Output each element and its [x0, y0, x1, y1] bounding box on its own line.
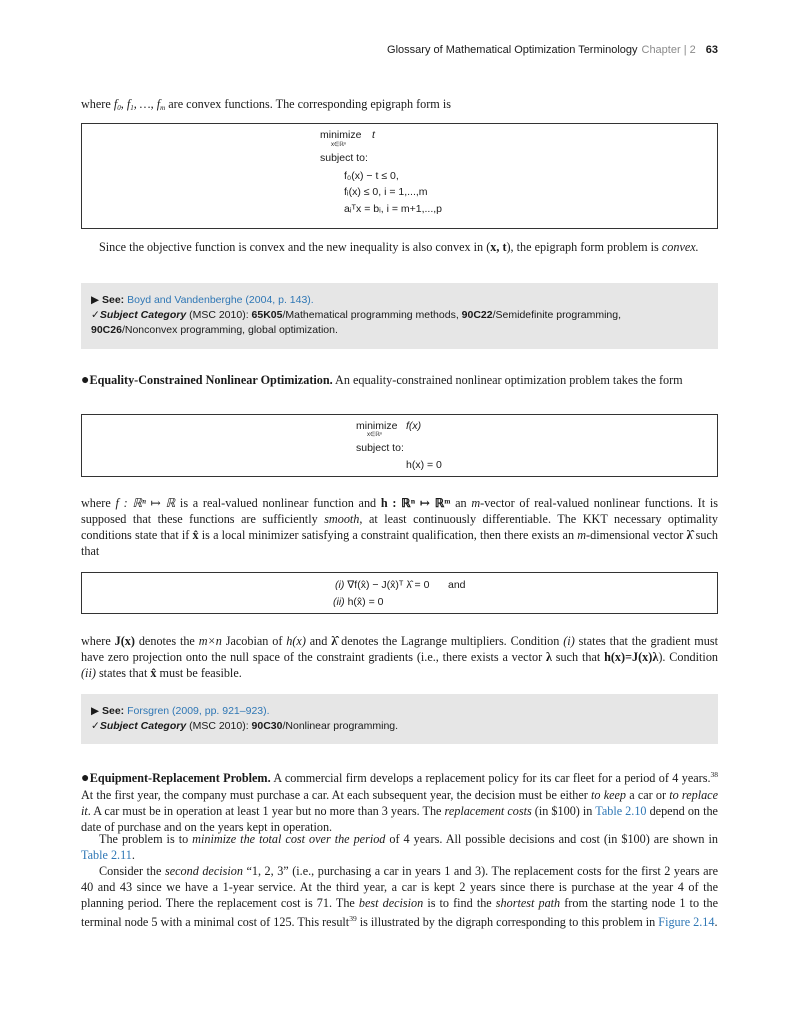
footnote-38[interactable]: 38	[710, 770, 718, 779]
minimize-label: minimize	[356, 420, 398, 432]
see-line: ▶ See: Forsgren (2009, pp. 921–923).	[91, 705, 270, 717]
constraint-hx: h(x) = 0	[406, 459, 442, 471]
see-box-2	[81, 694, 718, 744]
kkt-paragraph: where f : ℝⁿ ↦ ℝ is a real-valued nonlinear function and h : ℝⁿ ↦ ℝᵐ an m-vector of real-valued nonlinear functions. It is supposed that these functions are sufficiently smooth, at least continuously differentiable. The KKT necessary optimality conditions state that if x̂ is a local minimizer satisfying a constraint qualification, then there exists an m-dimensional vector λ̂ such that	[81, 496, 719, 558]
domain-subscript: x∈ℝⁿ	[367, 432, 383, 438]
intro-paragraph: where $f_0$, $f_1$, …, $f_m$ are convex functions. The corresponding epigraph form is	[81, 97, 451, 112]
table-2-11-link[interactable]: Table 2.11	[81, 848, 132, 862]
page-number: 63	[705, 44, 718, 56]
table-2-10-link[interactable]: Table 2.10	[595, 804, 647, 819]
footnote-39[interactable]: 39	[349, 914, 357, 923]
function-list: $f_0$, $f_1$, …, $f_m$	[113, 97, 166, 112]
reference-link[interactable]: Boyd and Vandenberghe (2004, p. 143).	[127, 294, 314, 306]
figure-2-14-link[interactable]: Figure 2.14	[658, 915, 715, 930]
condition-i: (i) ∇f(x̂) − J(x̂)ᵀ λ̂ = 0	[335, 579, 430, 591]
entry-heading: Equality-Constrained Nonlinear Optimization.	[89, 373, 333, 387]
entry-heading: Equipment-Replacement Problem.	[89, 771, 271, 786]
constraint-equality: aᵢᵀx = bᵢ, i = m+1,...,p	[344, 203, 443, 215]
subject-category: ✓Subject Category (MSC 2010): 90C30/Nonlinear programming.	[91, 720, 399, 732]
running-header	[387, 44, 718, 56]
total-cost-paragraph: The problem is to minimize the total cost over the period of 4 years. All possible decisions and cost (in $100) are shown in Table 2.11.	[81, 832, 718, 862]
subject-to-label: subject to:	[356, 442, 404, 454]
equality-problem-box	[81, 414, 718, 477]
subject-category: ✓Subject Category (MSC 2010): 65K05/Mathematical programming methods, 90C22/Semidefinite programming, 90C26/Nonconvex programming, global optimization.	[91, 309, 621, 336]
equality-constrained-entry: ●Equality-Constrained Nonlinear Optimization. An equality-constrained nonlinear optimization problem takes the form	[81, 373, 683, 388]
kkt-conditions-box	[81, 572, 718, 614]
objective-t: t	[372, 129, 375, 141]
see-box-1	[81, 283, 718, 349]
and-label: and	[448, 579, 466, 591]
minimize-label: minimize	[320, 129, 362, 141]
subject-to-label: subject to:	[320, 152, 368, 164]
header-title: Glossary of Mathematical Optimization Terminology	[387, 44, 638, 56]
see-line: ▶ See: Boyd and Vandenberghe (2004, p. 143).	[91, 294, 314, 306]
objective-fx: f(x)	[406, 420, 422, 432]
chapter-label: Chapter | 2	[641, 44, 696, 56]
reference-link[interactable]: Forsgren (2009, pp. 921–923).	[127, 705, 270, 717]
equipment-replacement-entry: ●Equipment-Replacement Problem. A commercial firm develops a replacement policy for its car fleet for a period of 4 years.$^{38}$ At the first year, the company must purchase a car. At each subsequent year, the decision must be either to keep a car or to replace it. A car must be in operation at least 1 year but no more than 3 years. The replacement costs (in $100) in Table 2.10 depend on the date of purchase and on the years kept in operation.	[81, 770, 718, 835]
second-decision-paragraph: Consider the second decision “1, 2, 3” (i.e., purchasing a car in years 1 and 3). The replacement costs for the first 2 years are 40 and 43 since we have a 1-year service. At the third year, a car is kept 2 years since there is purchase at the year 4 of the planning period. There the replacement cost is 71. The best decision is to find the shortest path from the starting node 1 to the terminal node 5 with a minimal cost of 125. This result$^{39}$ is illustrated by the digraph corresponding to this problem in Figure 2.14.	[81, 864, 719, 930]
constraint-epigraph: f₀(x) − t ≤ 0,	[344, 170, 399, 182]
domain-subscript: x∈ℝⁿ	[331, 142, 347, 148]
jacobian-paragraph: where J(x) denotes the m×n Jacobian of h(x) and λ̂ denotes the Lagrange multipliers. Condition (i) states that the gradient must have zero projection onto the null space of the constraint gradients (i.e., there exists a vector λ such that h(x)=J(x)λ). Condition (ii) states that x̂ must be feasible.	[81, 634, 719, 680]
condition-ii: (ii) h(x̂) = 0	[333, 596, 384, 608]
constraint-inequality: fᵢ(x) ≤ 0, i = 1,...,m	[344, 186, 428, 198]
epigraph-form-box	[81, 123, 718, 229]
convex-paragraph: Since the objective function is convex and the new inequality is also convex in (x, t), the epigraph form problem is convex.	[99, 240, 699, 254]
